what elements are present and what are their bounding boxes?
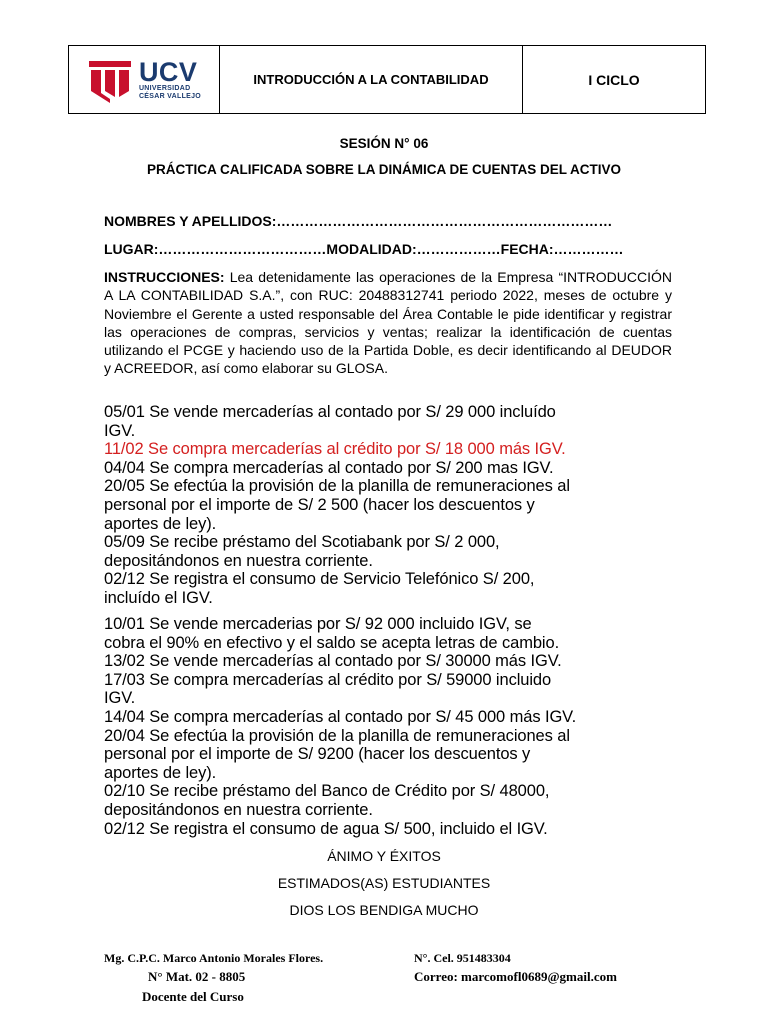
- header-table: [68, 45, 706, 114]
- closing-line: DIOS LOS BENDIGA MUCHO: [289, 902, 479, 918]
- session-title: SESIÓN N° 06: [339, 136, 429, 151]
- operation-line: 05/01 Se vende mercaderías al contado por S/ 29 000 incluído: [104, 403, 556, 421]
- instructions-text: Lea detenidamente las operaciones de la Empresa “INTRODUCCIÓN A LA CONTABILIDAD S.A.”, con RUC: 20488312741 periodo 2022, meses de octubre y Noviembre el Gerente a usted responsable del Área Contable le pide identificar y registrar las operaciones de compras, servicios y ventas; realizar la identificación de cuentas utilizando el PCGE y haciendo uso de la Partida Doble, es decir identificando al DEUDOR y ACREEDOR, así como elaborar su GLOSA.: [104, 269, 672, 377]
- logo-cell: [69, 46, 220, 113]
- teacher-registration: N° Mat. 02 - 8805: [148, 969, 246, 984]
- operation-line: 20/05 Se efectúa la provisión de la planilla de remuneraciones al: [104, 477, 570, 496]
- teacher-name: Mg. C.P.C. Marco Antonio Morales Flores.: [104, 951, 324, 965]
- operation-line: 20/04 Se efectúa la provisión de la planilla de remuneraciones al: [104, 726, 570, 745]
- operation-line: incluído el IGV.: [104, 588, 213, 607]
- names-field: NOMBRES Y APELLIDOS:………………………………………………………………: [104, 213, 613, 229]
- operation-line: 17/03 Se compra mercaderías al crédito por S/ 59000 incluido: [104, 670, 552, 689]
- operation-line: 05/09 Se recibe préstamo del Scotiabank por S/ 2 000,: [104, 533, 500, 552]
- teacher-role: Docente del Curso: [142, 989, 244, 1004]
- operations-block-2: [104, 615, 576, 838]
- operation-line: IGV.: [104, 689, 136, 708]
- ucv-logo: [87, 57, 201, 103]
- teacher-phone: N°. Cel. 951483304: [414, 951, 511, 965]
- operation-line: personal por el importe de S/ 9200 (hacer los descuentos y: [104, 745, 531, 764]
- logo-line2: CÉSAR VALLEJO: [138, 92, 202, 100]
- operations-block-1: [104, 403, 570, 608]
- operation-line-highlighted: 11/02 Se compra mercaderías al crédito por S/ 18 000 más IGV.: [104, 440, 566, 459]
- instructions-label: INSTRUCCIONES:: [104, 269, 225, 285]
- operation-line: 02/12 Se registra el consumo de Servicio Telefónico S/ 200,: [104, 570, 535, 589]
- operation-line: 14/04 Se compra mercaderías al contado por S/ 45 000 más IGV.: [104, 707, 577, 726]
- teacher-email: Correo: marcomofl0689@gmail.com: [414, 969, 617, 984]
- operation-line: aportes de ley).: [104, 514, 217, 533]
- operation-line: depositándonos en nuestra corriente.: [104, 551, 373, 570]
- course-cycle: I CICLO: [588, 71, 640, 88]
- closing-line: ÁNIMO Y ÉXITOS: [327, 848, 441, 864]
- ucv-emblem-icon: [87, 57, 133, 103]
- logo-brand: UCV: [138, 56, 198, 87]
- operation-line: cobra el 90% en efectivo y el saldo se acepta letras de cambio.: [104, 633, 560, 652]
- place-mode-date-field: LUGAR:………………………………MODALIDAD:………………FECHA:……………: [104, 241, 624, 257]
- logo-line1: UNIVERSIDAD: [138, 84, 191, 92]
- operation-line: depositándonos en nuestra corriente.: [104, 800, 373, 819]
- operation-line: IGV.: [104, 421, 136, 440]
- operation-line: 13/02 Se vende mercaderías al contado por S/ 30000 más IGV.: [104, 652, 562, 671]
- instructions: [104, 268, 672, 378]
- course-name: INTRODUCCIÓN A LA CONTABILIDAD: [220, 46, 523, 113]
- closing-line: ESTIMADOS(AS) ESTUDIANTES: [277, 875, 491, 891]
- practice-title: PRÁCTICA CALIFICADA SOBRE LA DINÁMICA DE CUENTAS DEL ACTIVO: [147, 162, 621, 177]
- operation-line: 02/12 Se registra el consumo de agua S/ 500, incluido el IGV.: [104, 819, 548, 838]
- operation-line: 10/01 Se vende mercaderias por S/ 92 000 incluido IGV, se: [104, 615, 532, 633]
- operation-line: 02/10 Se recibe préstamo del Banco de Crédito por S/ 48000,: [104, 782, 550, 801]
- operation-line: aportes de ley).: [104, 763, 217, 782]
- operation-line: personal por el importe de S/ 2 500 (hacer los descuentos y: [104, 495, 535, 514]
- operation-line: 04/04 Se compra mercaderías al contado por S/ 200 mas IGV.: [104, 458, 554, 477]
